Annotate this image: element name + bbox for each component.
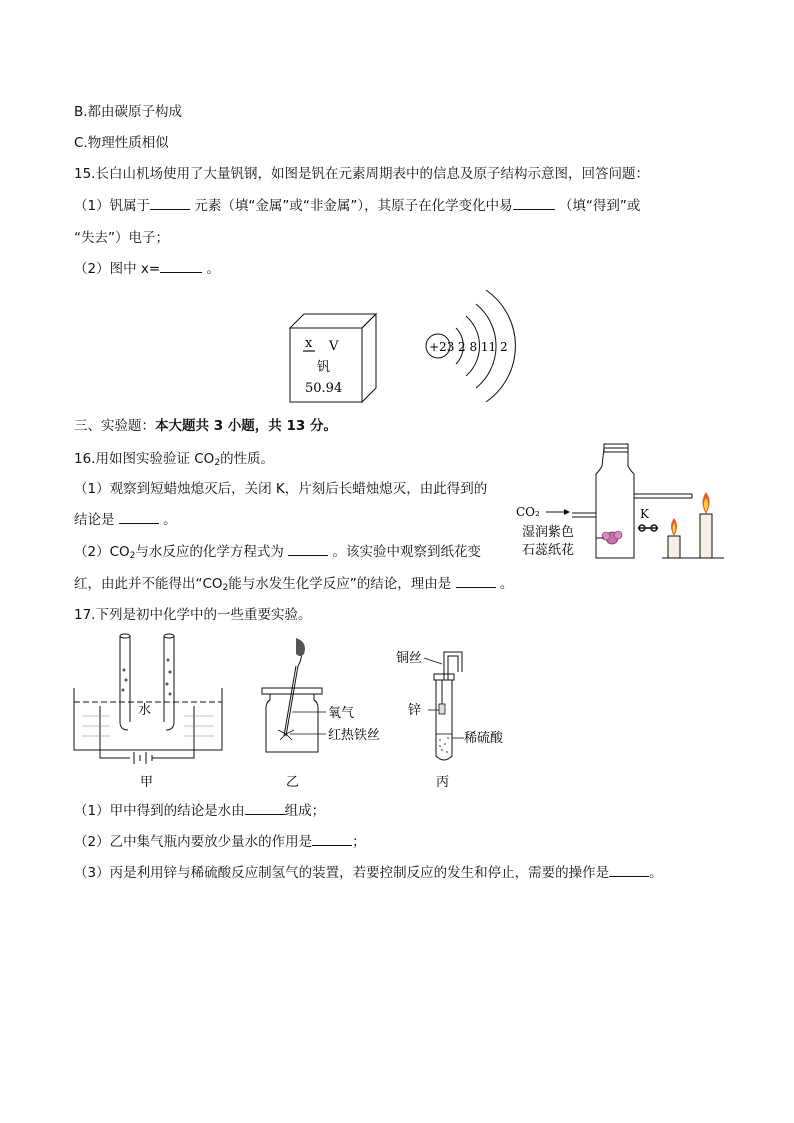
answer-blank[interactable] bbox=[245, 801, 285, 815]
q16-part2 bbox=[74, 542, 481, 566]
q16-part3-text-a: 红，由此并不能得出“CO bbox=[74, 576, 223, 592]
q16-part2-text-c: 。该实验中观察到纸花变 bbox=[332, 544, 481, 560]
q16-part3-text-b: 能与水发生化学反应”的结论，理由是 bbox=[228, 576, 452, 592]
long-candle-icon bbox=[700, 492, 712, 558]
q16-stem bbox=[74, 449, 274, 473]
q17-part2-text-a: （2）乙中集气瓶内要放少量水的作用是 bbox=[74, 834, 313, 850]
q16-part3-text-c: 。 bbox=[499, 576, 514, 592]
q16-part3 bbox=[74, 574, 513, 598]
q16-stem-a: 16.用如图实验验证 CO bbox=[74, 451, 215, 467]
q16-part1-cont bbox=[74, 510, 177, 530]
nucleus-charge: +23 bbox=[429, 340, 455, 354]
atom-structure-figure bbox=[420, 284, 520, 408]
caption-bing: 丙 bbox=[436, 775, 450, 790]
q17-stem: 17.下列是初中化学中的一些重要实验。 bbox=[74, 607, 312, 623]
q15-part1-text-b: 元素（填“金属”或“非金属”），其原子在化学变化中易 bbox=[194, 198, 513, 214]
co2-apparatus-figure bbox=[512, 440, 728, 564]
acid-label: 稀硫酸 bbox=[464, 731, 504, 746]
element-mass: 50.94 bbox=[305, 381, 343, 396]
q17-part1-text-a: （1）甲中得到的结论是水由 bbox=[74, 803, 245, 819]
caption-jia: 甲 bbox=[140, 775, 154, 790]
iron-wire-label: 红热铁丝 bbox=[328, 728, 381, 743]
element-symbol: V bbox=[329, 339, 339, 354]
q16-stem-b: 的性质。 bbox=[220, 451, 275, 467]
q16-part3-sub: 2 bbox=[222, 583, 229, 593]
q16-stem-sub: 2 bbox=[214, 458, 221, 468]
q16-part1-text-b: 结论是 bbox=[74, 512, 115, 528]
caption-yi: 乙 bbox=[286, 775, 300, 790]
q17-part3-text-b: 。 bbox=[649, 865, 663, 881]
answer-blank[interactable] bbox=[160, 259, 202, 273]
flower-label-1: 湿润紫色 bbox=[522, 525, 575, 540]
answer-blank[interactable] bbox=[119, 510, 159, 524]
flower-label-2: 石蕊纸花 bbox=[522, 543, 575, 558]
answer-blank[interactable] bbox=[456, 574, 496, 588]
q17-part2 bbox=[74, 832, 366, 852]
section-title-a: 三、实验题： bbox=[74, 418, 155, 434]
water-label: 水 bbox=[138, 703, 152, 718]
q16-part2-text-a: （2）CO bbox=[74, 544, 130, 560]
option-b: B.都由碳原子构成 bbox=[74, 104, 183, 120]
short-candle-icon bbox=[668, 518, 680, 558]
zinc-label: 锌 bbox=[408, 703, 422, 718]
q15-part1-cont: “失去”）电子； bbox=[74, 230, 169, 246]
q17-part2-text-b: ； bbox=[352, 834, 366, 850]
section-title bbox=[74, 416, 337, 436]
valve-label: K bbox=[640, 507, 649, 521]
answer-blank[interactable] bbox=[609, 863, 649, 877]
copper-wire-label: 铜丝 bbox=[396, 651, 423, 666]
iron-combustion-figure bbox=[256, 636, 396, 790]
q16-part1: （1）观察到短蜡烛熄灭后，关闭 K，片刻后长蜡烛熄灭，由此得到的 bbox=[74, 481, 488, 497]
q15-part2 bbox=[74, 259, 220, 279]
q15-part2-text-b: 。 bbox=[206, 261, 220, 277]
q16-part2-sub: 2 bbox=[129, 551, 136, 561]
q17-part1-text-b: 组成； bbox=[284, 803, 326, 819]
q17-part1 bbox=[74, 801, 325, 821]
option-c: C.物理性质相似 bbox=[74, 135, 169, 151]
paper-flower-icon bbox=[602, 531, 622, 544]
co2-label: CO₂ bbox=[516, 505, 540, 519]
hydrogen-generator-figure bbox=[392, 644, 522, 790]
periodic-cell-figure bbox=[286, 308, 382, 404]
electron-shells: 2 8 11 2 bbox=[458, 340, 508, 354]
answer-blank[interactable] bbox=[288, 542, 328, 556]
q15-stem: 15.长白山机场使用了大量钒钢，如图是钒在元素周期表中的信息及原子结构示意图，回答问题： bbox=[74, 166, 649, 182]
q15-part1-text-c: （填“得到”或 bbox=[558, 198, 641, 214]
answer-blank[interactable] bbox=[312, 832, 352, 846]
q16-part1-text-c: 。 bbox=[163, 512, 177, 528]
q16-part2-text-b: 与水反应的化学方程式为 bbox=[135, 544, 284, 560]
element-name: 钒 bbox=[317, 360, 331, 375]
answer-blank[interactable] bbox=[513, 196, 555, 210]
q15-part1 bbox=[74, 196, 640, 216]
q17-part3-text-a: （3）丙是利用锌与稀硫酸反应制氢气的装置，若要控制反应的发生和停止，需要的操作是 bbox=[74, 865, 610, 881]
element-number: x bbox=[305, 336, 313, 351]
valve-icon bbox=[638, 525, 658, 531]
answer-blank[interactable] bbox=[150, 196, 190, 210]
q17-part3 bbox=[74, 863, 663, 883]
q15-part2-text-a: （2）图中 x= bbox=[74, 261, 161, 277]
section-title-b: 本大题共 3 小题，共 13 分。 bbox=[155, 418, 337, 434]
electrolysis-figure bbox=[70, 630, 230, 790]
hand-icon bbox=[296, 638, 305, 656]
oxygen-label: 氧气 bbox=[328, 706, 355, 721]
q15-part1-text-a: （1）钒属于 bbox=[74, 198, 151, 214]
